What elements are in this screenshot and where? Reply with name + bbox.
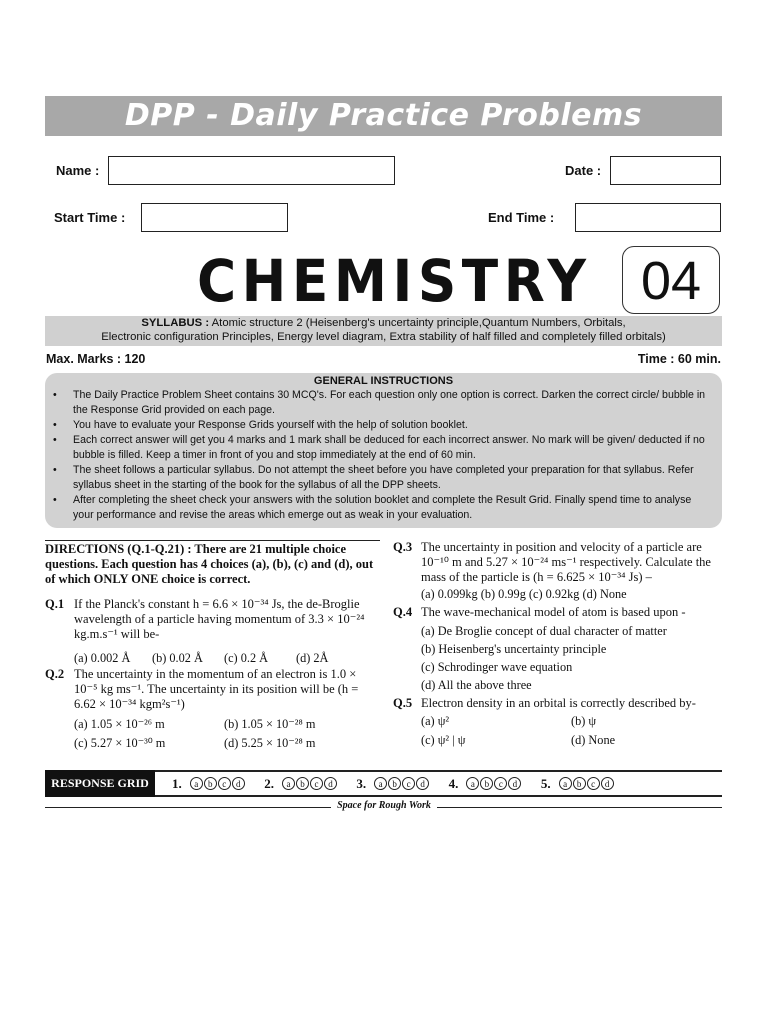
bubble-a[interactable]: a: [466, 777, 479, 790]
q1-option-c[interactable]: (c) 0.2 Å: [224, 651, 269, 665]
instruction-item: • After completing the sheet check your answers with the solution booklet and complete the Result Grid. Finally spend time to analyse your performance and revise the areas which emerge out as weak in your evaluation.: [73, 493, 710, 523]
bubble-a[interactable]: a: [374, 777, 387, 790]
rough-work-text: Space for Rough Work: [331, 800, 437, 811]
page-title: DPP - Daily Practice Problems: [124, 98, 643, 133]
question-4: [393, 605, 723, 620]
response-item-5: 5. a b c d: [541, 775, 615, 792]
start-time-field[interactable]: [141, 203, 288, 232]
question-text: The wave-mechanical model of atom is based upon -: [421, 605, 686, 619]
response-item-1: 1. a b c d: [172, 775, 246, 792]
directions-rule: [45, 540, 380, 541]
question-1: [45, 597, 375, 642]
directions: DIRECTIONS (Q.1-Q.21) : There are 21 multiple choice questions. Each question has 4 choices (a), (b), (c) and (d), out of which ONLY ONE choice is correct.: [45, 542, 374, 586]
q4-option-d[interactable]: (d) All the above three: [421, 678, 532, 692]
instruction-item: • Each correct answer will get you 4 marks and 1 mark shall be deduced for each incorrect answer. No mark will be given/ deducted if no bubble is filled. Keep a timer in front of you and stop immediately at the end of 60 min.: [73, 433, 710, 463]
general-instructions: [45, 373, 722, 528]
bubble-d[interactable]: d: [324, 777, 337, 790]
q5-option-b[interactable]: (b) ψ: [571, 714, 597, 728]
q4-option-a[interactable]: (a) De Broglie concept of dual character of matter: [421, 624, 667, 638]
bubble-b[interactable]: b: [480, 777, 493, 790]
question-text: The uncertainty in position and velocity of a particle are 10⁻¹⁰ m and 5.27 × 10⁻²⁴ ms⁻¹ respectively. Calculate the mass of the particle is (h = 6.625 × 10⁻³⁴ Js) –: [421, 540, 711, 584]
bubble-b[interactable]: b: [204, 777, 217, 790]
syllabus-box: [45, 316, 722, 346]
question-3: [393, 540, 723, 585]
q3-options[interactable]: (a) 0.099kg (b) 0.99g (c) 0.92kg (d) None: [421, 587, 627, 601]
instructions-heading: GENERAL INSTRUCTIONS: [313, 375, 454, 387]
response-item-3: 3. a b c d: [356, 775, 430, 792]
response-grid-label: RESPONSE GRID: [45, 770, 155, 797]
q2-option-c[interactable]: (c) 5.27 × 10⁻³⁰ m: [74, 736, 166, 750]
subject-title: CHEMISTRY: [197, 247, 592, 315]
max-marks: Max. Marks : 120: [46, 352, 146, 366]
start-time-label: Start Time :: [54, 210, 126, 225]
response-item-4: 4. a b c d: [449, 775, 523, 792]
bubble-d[interactable]: d: [601, 777, 614, 790]
q5-option-a[interactable]: (a) ψ²: [421, 714, 450, 728]
bubble-d[interactable]: d: [416, 777, 429, 790]
question-number: Q.3: [393, 540, 413, 554]
q4-option-b[interactable]: (b) Heisenberg's uncertainty principle: [421, 642, 607, 656]
question-number: Q.1: [45, 597, 65, 611]
syllabus-label: SYLLABUS :: [141, 317, 210, 329]
end-time-label: End Time :: [488, 210, 555, 225]
question-5: [393, 696, 723, 711]
date-field[interactable]: [610, 156, 721, 185]
bubble-a[interactable]: a: [190, 777, 203, 790]
question-text: Electron density in an orbital is correctly described by-: [421, 696, 696, 710]
question-text: If the Planck's constant h = 6.6 × 10⁻³⁴ Js, the de-Broglie wavelength of a particle having momentum of 3.3 × 10⁻²⁴ kg.m.s⁻¹ will be-: [74, 597, 365, 641]
bubble-b[interactable]: b: [296, 777, 309, 790]
q1-option-d[interactable]: (d) 2Å: [296, 651, 329, 665]
time-limit: Time : 60 min.: [637, 352, 721, 366]
bubble-a[interactable]: a: [282, 777, 295, 790]
response-item-2: 2. a b c d: [264, 775, 338, 792]
rough-work-label: [0, 800, 768, 811]
instruction-item: • The Daily Practice Problem Sheet contains 30 MCQ's. For each question only one option is correct. Darken the correct circle/ bubble in the Response Grid provided on each page.: [73, 388, 710, 418]
date-label: Date :: [565, 163, 602, 178]
name-label: Name :: [56, 163, 100, 178]
question-text: The uncertainty in the momentum of an electron is 1.0 × 10⁻⁵ kg ms⁻¹. The uncertainty in its position will be (h = 6.62 × 10⁻³⁴ kgm²s⁻¹): [74, 667, 359, 711]
bubble-d[interactable]: d: [232, 777, 245, 790]
name-field[interactable]: [108, 156, 395, 185]
q4-option-c[interactable]: (c) Schrodinger wave equation: [421, 660, 573, 674]
bubble-b[interactable]: b: [573, 777, 586, 790]
bubble-a[interactable]: a: [559, 777, 572, 790]
syllabus-line-1: Atomic structure 2 (Heisenberg's uncertainty principle,Quantum Numbers, Orbitals,: [211, 317, 626, 329]
question-number: Q.5: [393, 696, 413, 710]
question-number: Q.2: [45, 667, 65, 681]
bubble-c[interactable]: c: [402, 777, 415, 790]
bubble-c[interactable]: c: [494, 777, 507, 790]
bubble-c[interactable]: c: [218, 777, 231, 790]
dpp-number: 04: [622, 246, 720, 314]
bubble-c[interactable]: c: [310, 777, 323, 790]
page-title-banner: [45, 96, 722, 136]
response-grid-items: [172, 772, 615, 795]
q2-option-b[interactable]: (b) 1.05 × 10⁻²⁸ m: [224, 717, 316, 731]
q1-option-b[interactable]: (b) 0.02 Å: [152, 651, 203, 665]
q5-option-c[interactable]: (c) ψ² | ψ: [421, 733, 466, 747]
question-2: [45, 667, 377, 712]
q1-option-a[interactable]: (a) 0.002 Å: [74, 651, 131, 665]
question-number: Q.4: [393, 605, 413, 619]
q5-option-d[interactable]: (d) None: [571, 733, 616, 747]
syllabus-line-2: Electronic configuration Principles, Energy level diagram, Extra stability of half filled and completely filled orbitals): [101, 331, 666, 343]
bubble-d[interactable]: d: [508, 777, 521, 790]
instruction-item: • The sheet follows a particular syllabus. Do not attempt the sheet before you have completed your preparation for that syllabus. Refer syllabus sheet in the starting of the book for the syllabus of all the DPP sheets.: [73, 463, 710, 493]
end-time-field[interactable]: [575, 203, 721, 232]
instruction-item: • You have to evaluate your Response Grids yourself with the help of solution booklet.: [73, 418, 710, 433]
bubble-c[interactable]: c: [587, 777, 600, 790]
q2-option-a[interactable]: (a) 1.05 × 10⁻²⁶ m: [74, 717, 165, 731]
bubble-b[interactable]: b: [388, 777, 401, 790]
q2-option-d[interactable]: (d) 5.25 × 10⁻²⁸ m: [224, 736, 316, 750]
